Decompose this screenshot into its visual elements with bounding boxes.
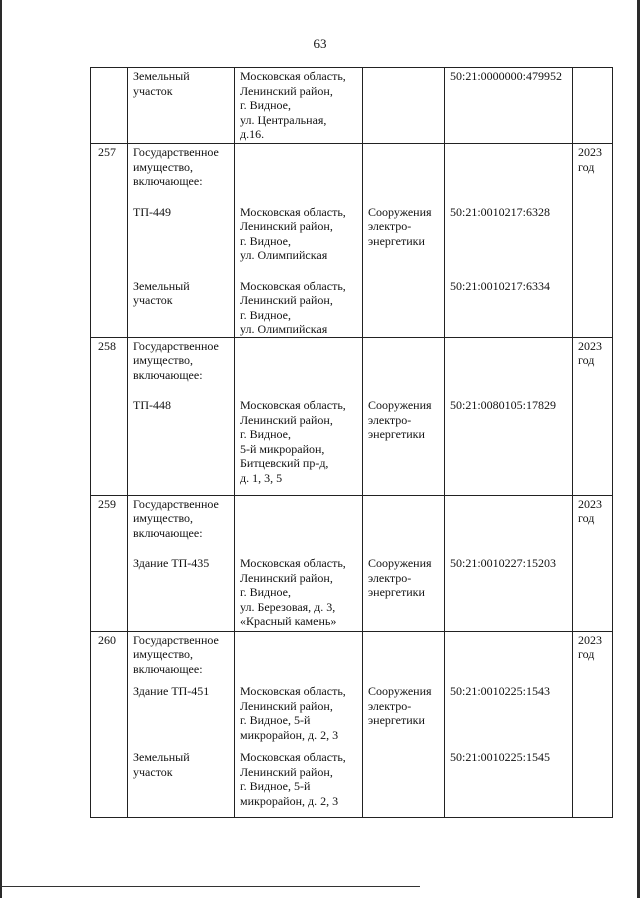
cadastral-cell xyxy=(445,495,573,631)
year-cell xyxy=(573,68,613,144)
address: Московская область, Ленинский район, г. Видное, ул. Олимпийская xyxy=(240,204,346,262)
year: 2023 год xyxy=(578,496,602,525)
object-name: Государственное имущество, включающее: xyxy=(133,496,219,540)
cadastral-cell xyxy=(445,144,573,338)
cadastral-cell xyxy=(445,68,573,144)
address: Московская область, Ленинский район, г. Видное, ул. Олимпийская xyxy=(240,278,346,336)
purpose: Сооружения электро- энергетики xyxy=(368,398,432,441)
address: Московская область, Ленинский район, г. Видное, ул. Березовая, д. 3, «Красный камень» xyxy=(240,556,346,628)
year-cell xyxy=(573,495,613,631)
address-cell xyxy=(235,68,363,144)
row-number: 258 xyxy=(91,337,128,495)
table-row xyxy=(91,495,613,631)
purpose-cell xyxy=(363,68,445,144)
address-cell xyxy=(235,337,363,495)
address: Московская область, Ленинский район, г. Видное, 5-й микрорайон, д. 2, 3 xyxy=(240,750,346,808)
year: 2023 год xyxy=(578,338,602,367)
object-name-cell xyxy=(128,495,235,631)
object-name-cell xyxy=(128,337,235,495)
cadastral-cell xyxy=(445,631,573,817)
purpose: Сооружения электро- энергетики xyxy=(368,556,432,599)
year: 2023 год xyxy=(578,632,602,661)
cadastral-number: 50:21:0010225:1545 xyxy=(450,750,551,764)
cadastral-number: 50:21:0010217:6328 xyxy=(450,204,551,219)
object-name-cell xyxy=(128,144,235,338)
property-table xyxy=(90,67,613,818)
address: Московская область, Ленинский район, г. Видное, 5-й микрорайон, Битцевский пр-д, д. 1, 3, 5 xyxy=(240,398,346,485)
address: Московская область, Ленинский район, г. Видное, ул. Центральная, д.16. xyxy=(240,69,346,141)
purpose-cell xyxy=(363,495,445,631)
bottom-scan-line xyxy=(0,886,420,887)
year: 2023 год xyxy=(578,145,602,174)
year-cell xyxy=(573,631,613,817)
table-row xyxy=(91,144,613,338)
row-number xyxy=(91,68,128,144)
object-name: Здание ТП-451 xyxy=(133,684,210,698)
page-number: 63 xyxy=(313,36,327,51)
purpose: Сооружения электро- энергетики xyxy=(368,684,432,727)
cadastral-number: 50:21:0010217:6334 xyxy=(450,278,551,293)
object-name: Земельный участок xyxy=(133,750,190,779)
object-name: Государственное имущество, включающее: xyxy=(133,632,219,676)
cadastral-cell xyxy=(445,337,573,495)
address-cell xyxy=(235,144,363,338)
purpose-cell xyxy=(363,337,445,495)
cadastral-number: 50:21:0080105:17829 xyxy=(450,398,557,412)
row-number: 259 xyxy=(91,495,128,631)
cadastral-number: 50:21:0010227:15203 xyxy=(450,556,557,570)
purpose: Сооружения электро- энергетики xyxy=(368,204,432,248)
row-number: 257 xyxy=(91,144,128,338)
address-cell xyxy=(235,631,363,817)
object-name-cell xyxy=(128,631,235,817)
object-name: ТП-449 xyxy=(133,204,171,219)
address-cell xyxy=(235,495,363,631)
object-name: Земельный участок xyxy=(133,69,190,98)
table-row xyxy=(91,68,613,144)
cadastral-number: 50:21:0000000:479952 xyxy=(450,69,563,83)
purpose-cell xyxy=(363,631,445,817)
cadastral-number: 50:21:0010225:1543 xyxy=(450,684,551,698)
object-name: ТП-448 xyxy=(133,398,171,412)
left-scan-edge xyxy=(0,0,2,898)
object-name: Государственное имущество, включающее: xyxy=(133,145,219,188)
object-name: Земельный участок xyxy=(133,278,190,307)
object-name: Здание ТП-435 xyxy=(133,556,210,570)
table-row xyxy=(91,337,613,495)
table-row xyxy=(91,631,613,817)
year-cell xyxy=(573,144,613,338)
object-name: Государственное имущество, включающее: xyxy=(133,338,219,382)
address: Московская область, Ленинский район, г. Видное, 5-й микрорайон, д. 2, 3 xyxy=(240,684,346,742)
purpose-cell xyxy=(363,144,445,338)
row-number: 260 xyxy=(91,631,128,817)
object-name-cell xyxy=(128,68,235,144)
year-cell xyxy=(573,337,613,495)
